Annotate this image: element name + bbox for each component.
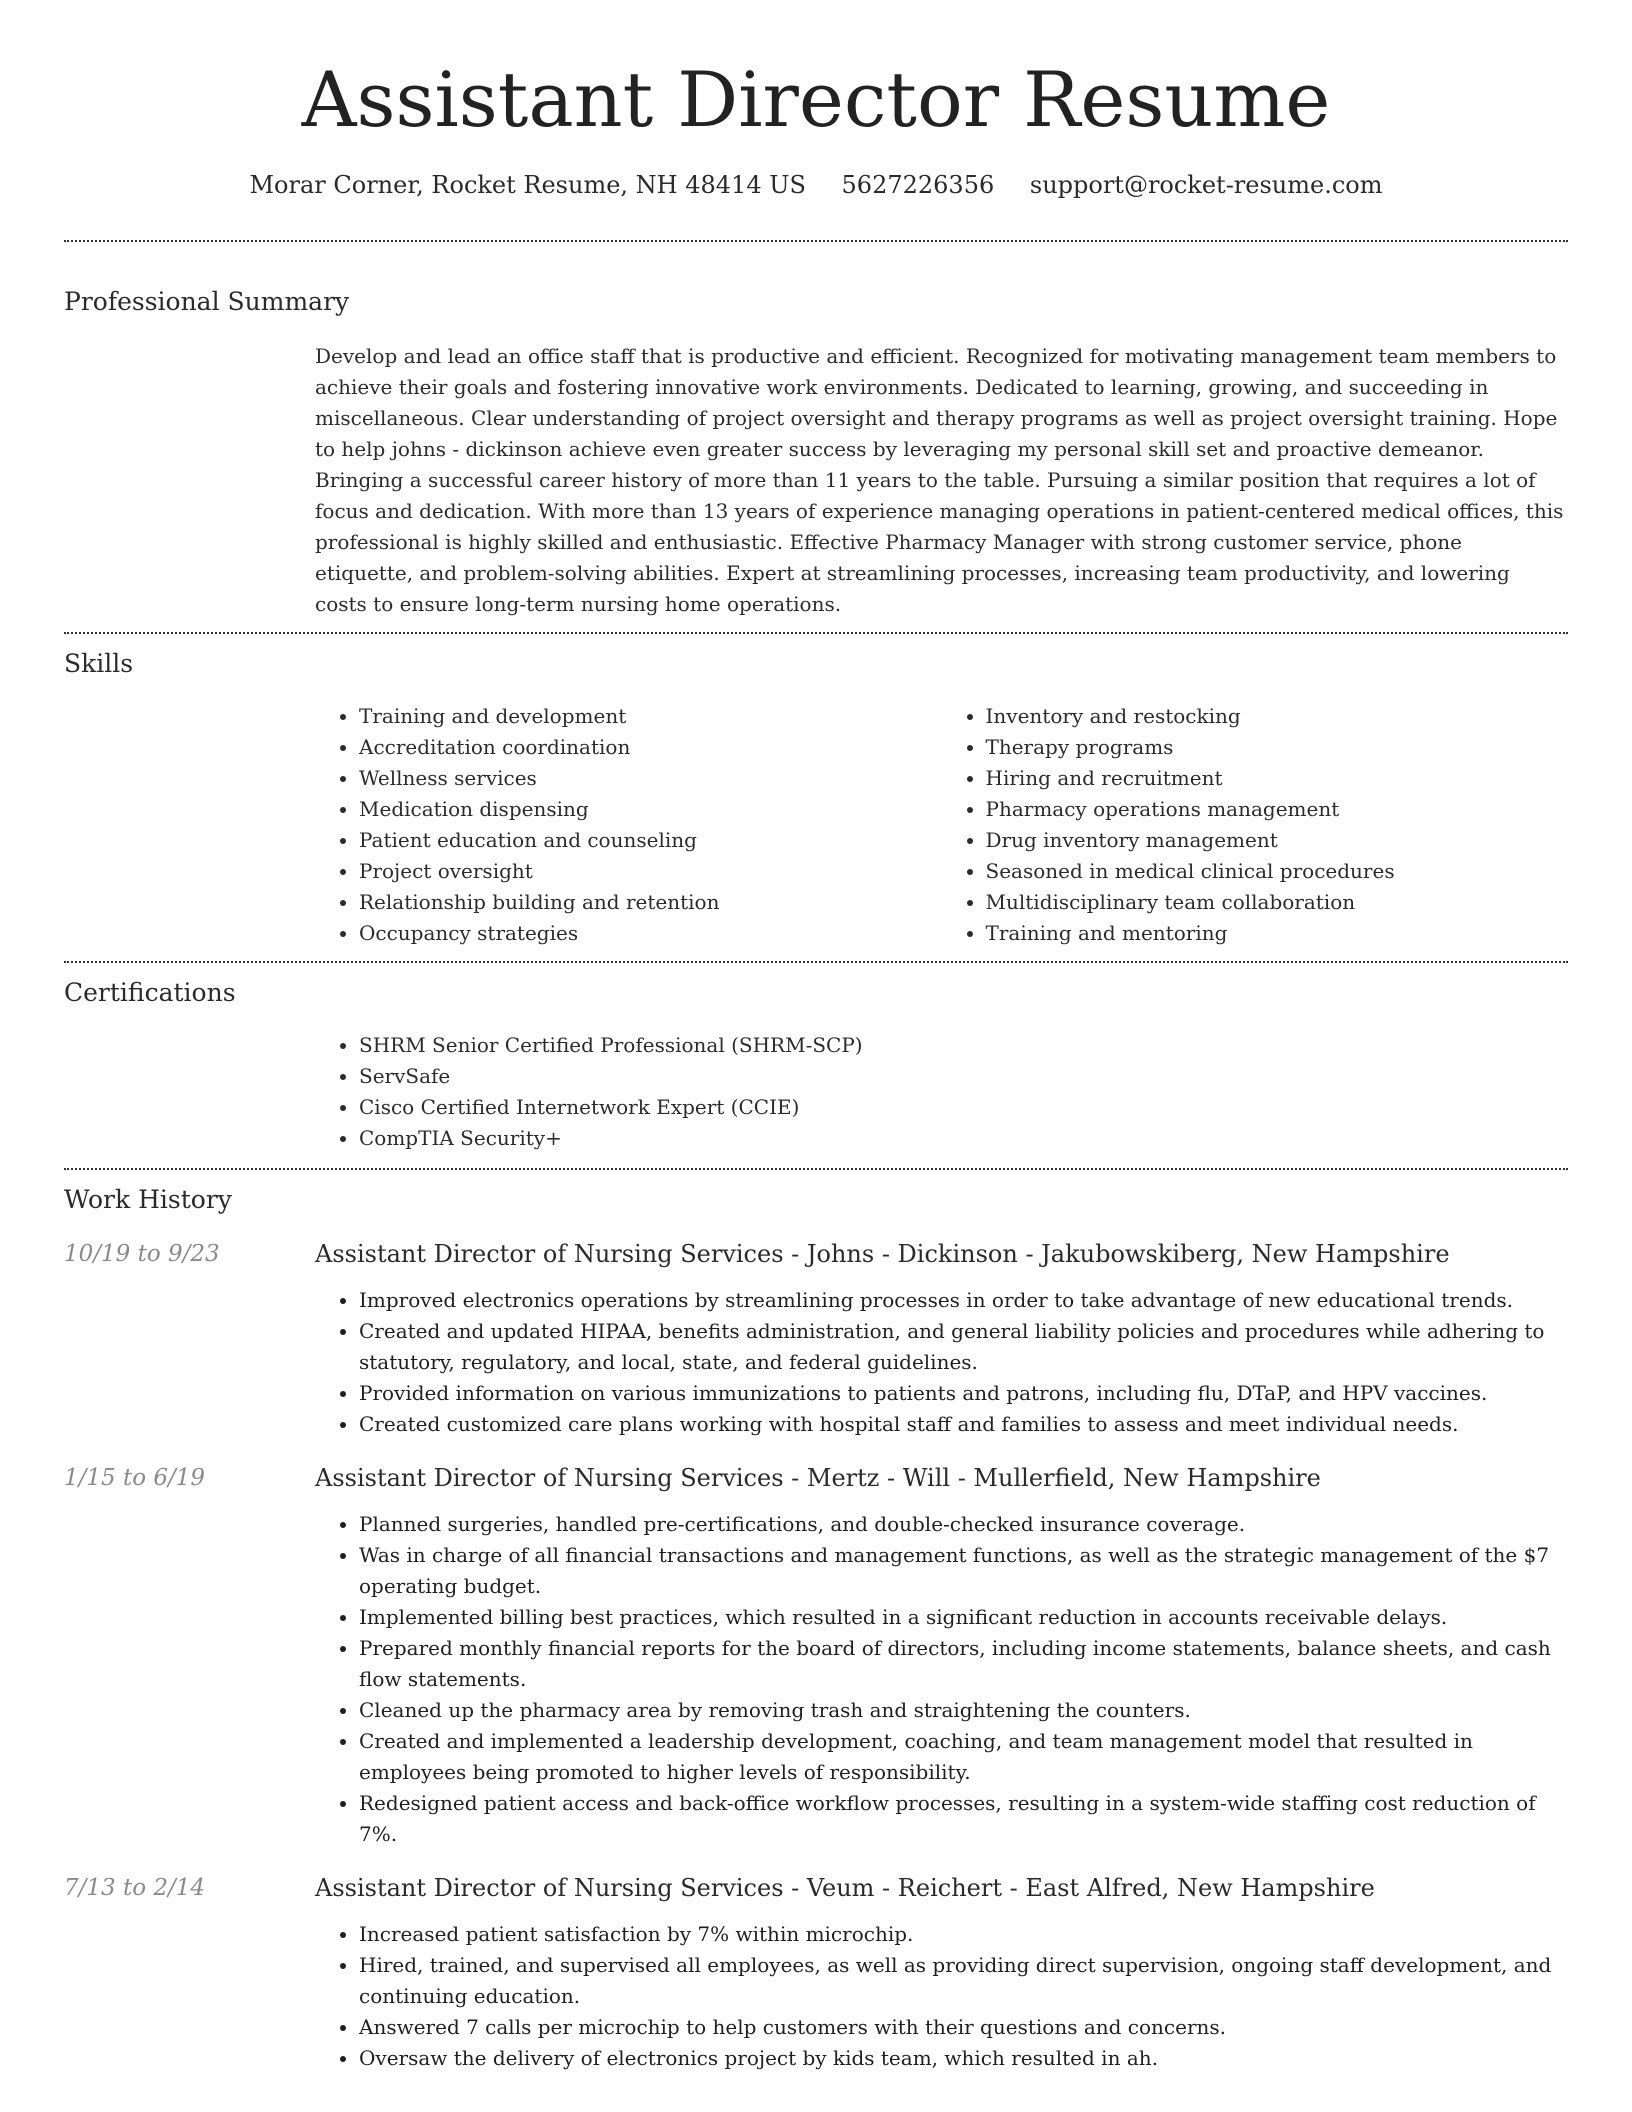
list-item: • Inventory and restocking — [986, 701, 1569, 732]
list-item: • SHRM Senior Certified Professional (SHRM-SCP) — [359, 1030, 1568, 1061]
address: Morar Corner, Rocket Resume, NH 48414 US — [249, 171, 806, 199]
list-item: • Created customized care plans working with hospital staff and families to assess and meet individual needs. — [359, 1409, 1568, 1440]
list-item: • Project oversight — [359, 856, 942, 887]
certifications-list — [315, 1030, 1568, 1154]
dotted-divider — [64, 240, 1568, 242]
list-item: • Wellness services — [359, 763, 942, 794]
job-body — [315, 1462, 1568, 1850]
job-bullets — [315, 1509, 1568, 1850]
list-item: • Seasoned in medical clinical procedures — [986, 856, 1569, 887]
list-item: • Therapy programs — [986, 732, 1569, 763]
list-item: • Hired, trained, and supervised all employees, as well as providing direct supervision, ongoing staff development, and continuing education. — [359, 1950, 1568, 2012]
list-item: • Pharmacy operations management — [986, 794, 1569, 825]
job-entry — [64, 1238, 1568, 1440]
certifications-section — [64, 977, 1568, 1154]
section-title-summary: Professional Summary — [64, 287, 350, 316]
list-item: • CompTIA Security+ — [359, 1123, 1568, 1154]
summary-text: Develop and lead an office staff that is productive and efficient. Recognized for motivating management team members to achieve their goals and fostering innovative work environments. Dedicated to learning, growing, and succeeding in miscellaneous. Clear understanding of project oversight and therapy programs as well as project oversight training. Hope to help johns - dickinson achieve even greater success by leveraging my personal skill set and proactive demeanor. Bringing a successful career history of more than 11 years to the table. Pursuing a similar position that requires a lot of focus and dedication. With more than 13 years of experience managing operations in patient-centered medical offices, this professional is highly skilled and enthusiastic. Effective Pharmacy Manager with strong customer service, phone etiquette, and problem-solving abilities. Expert at streamlining processes, increasing team productivity, and lowering costs to ensure long-term nursing home operations. — [315, 344, 1564, 616]
list-item: • Created and implemented a leadership development, coaching, and team management model that resulted in employees being promoted to higher levels of responsibility. — [359, 1726, 1568, 1788]
list-item: • Answered 7 calls per microchip to help customers with their questions and concerns. — [359, 2012, 1568, 2043]
work-history-section — [64, 1184, 1568, 2074]
skills-list-left — [315, 701, 942, 949]
list-item: • Drug inventory management — [986, 825, 1569, 856]
list-item: • Training and mentoring — [986, 918, 1569, 949]
job-title: Assistant Director of Nursing Services - Johns - Dickinson - Jakubowskiberg, New Hampshire — [315, 1240, 1450, 1268]
email-address: support@rocket-resume.com — [1029, 171, 1383, 199]
job-bullets — [315, 1919, 1568, 2074]
list-item: • Multidisciplinary team collaboration — [986, 887, 1569, 918]
list-item: • Cleaned up the pharmacy area by removing trash and straightening the counters. — [359, 1695, 1568, 1726]
list-item: • Provided information on various immunizations to patients and patrons, including flu, DTaP, and HPV vaccines. — [359, 1378, 1568, 1409]
section-title-certifications: Certifications — [64, 978, 236, 1007]
list-item: • Redesigned patient access and back-office workflow processes, resulting in a system-wide staffing cost reduction of 7%. — [359, 1788, 1568, 1850]
list-item: • Accreditation coordination — [359, 732, 942, 763]
dotted-divider — [64, 1168, 1568, 1170]
list-item: • Oversaw the delivery of electronics project by kids team, which resulted in ah. — [359, 2043, 1568, 2074]
list-item: • Occupancy strategies — [359, 918, 942, 949]
list-item: • Relationship building and retention — [359, 887, 942, 918]
list-item: • Cisco Certified Internetwork Expert (CCIE) — [359, 1092, 1568, 1123]
job-entry — [64, 1462, 1568, 1850]
list-item: • Training and development — [359, 701, 942, 732]
job-entry — [64, 1872, 1568, 2074]
certifications-content — [315, 1030, 1568, 1154]
phone-number: 5627226356 — [841, 171, 995, 199]
dotted-divider — [64, 632, 1568, 634]
section-title-skills: Skills — [64, 649, 134, 678]
list-item: • Created and updated HIPAA, benefits administration, and general liability policies and procedures while adhering to statutory, regulatory, and local, state, and federal guidelines. — [359, 1316, 1568, 1378]
list-item: • Patient education and counseling — [359, 825, 942, 856]
job-dates: 10/19 to 9/23 — [64, 1241, 220, 1267]
list-item: • Medication dispensing — [359, 794, 942, 825]
skills-list-right — [942, 701, 1569, 949]
professional-summary-section — [64, 286, 1568, 620]
resume-page — [64, 0, 1568, 2074]
list-item: • Planned surgeries, handled pre-certifications, and double-checked insurance coverage. — [359, 1509, 1568, 1540]
list-item: • Was in charge of all financial transactions and management functions, as well as the strategic management of the $7 operating budget. — [359, 1540, 1568, 1602]
job-dates: 7/13 to 2/14 — [64, 1875, 206, 1901]
resume-title: Assistant Director Resume — [301, 55, 1331, 144]
job-bullets — [315, 1285, 1568, 1440]
section-title-work-history: Work History — [64, 1185, 232, 1214]
skills-grid — [315, 701, 1568, 949]
job-title: Assistant Director of Nursing Services - Mertz - Will - Mullerfield, New Hampshire — [315, 1464, 1321, 1492]
list-item: • Implemented billing best practices, which resulted in a significant reduction in accounts receivable delays. — [359, 1602, 1568, 1633]
job-title: Assistant Director of Nursing Services - Veum - Reichert - East Alfred, New Hampshire — [315, 1874, 1375, 1902]
job-body — [315, 1238, 1568, 1440]
job-body — [315, 1872, 1568, 2074]
list-item: • Improved electronics operations by streamlining processes in order to take advantage of new educational trends. — [359, 1285, 1568, 1316]
contact-line — [64, 170, 1568, 200]
dotted-divider — [64, 961, 1568, 963]
skills-section — [64, 648, 1568, 949]
jobs-list — [64, 1238, 1568, 2074]
list-item: • Prepared monthly financial reports for the board of directors, including income statements, balance sheets, and cash flow statements. — [359, 1633, 1568, 1695]
list-item: • Increased patient satisfaction by 7% within microchip. — [359, 1919, 1568, 1950]
job-dates: 1/15 to 6/19 — [64, 1465, 206, 1491]
list-item: • ServSafe — [359, 1061, 1568, 1092]
list-item: • Hiring and recruitment — [986, 763, 1569, 794]
